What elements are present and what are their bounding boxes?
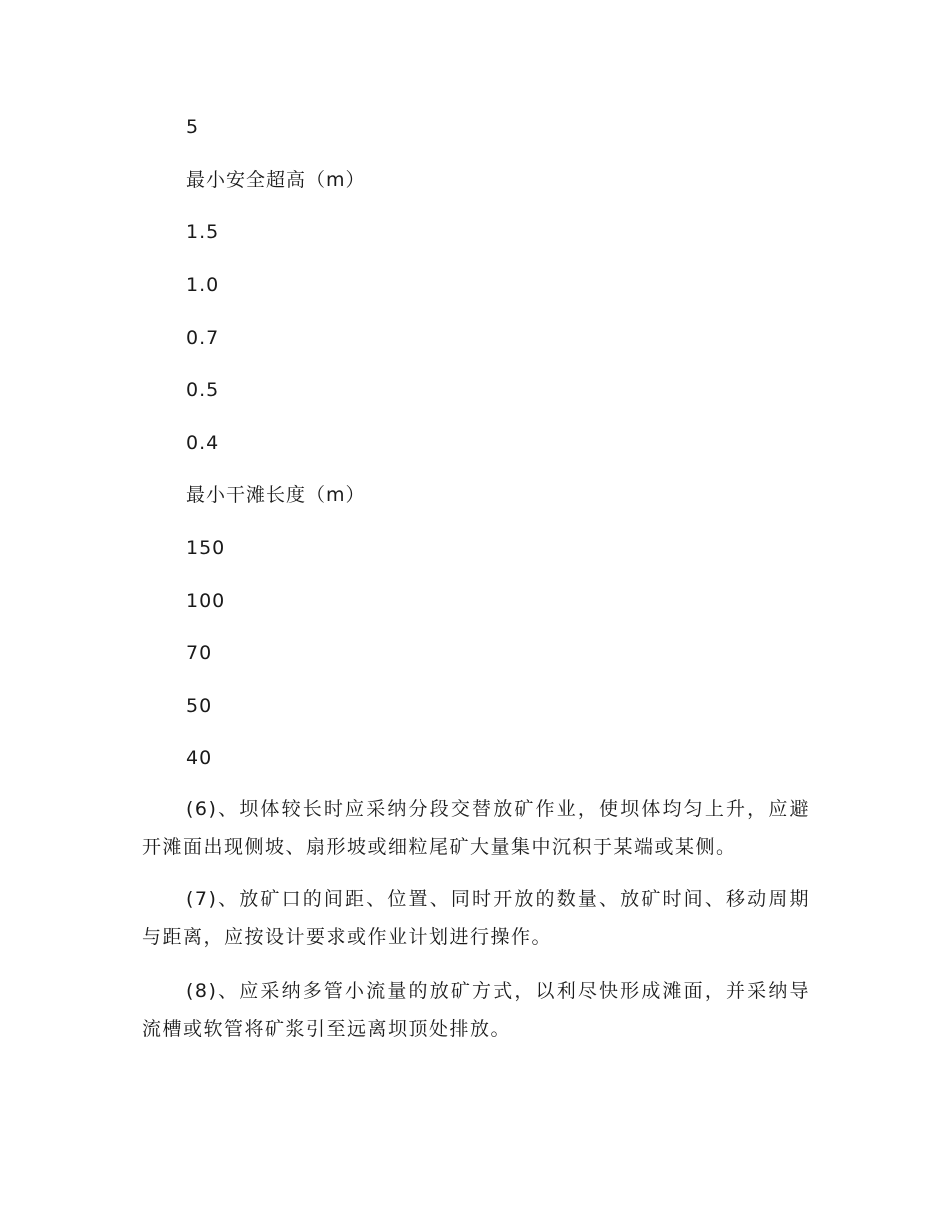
value-line: 0.5: [186, 379, 220, 401]
label-min-dry-beach-length: 最小干滩长度（m）: [186, 484, 366, 506]
value-line: 1.5: [186, 221, 220, 243]
value-line: 0.7: [186, 327, 220, 349]
value-line: 5: [186, 116, 200, 138]
value-line: 50: [186, 695, 213, 717]
label-min-safety-freeboard: 最小安全超高（m）: [186, 169, 366, 191]
value-line: 70: [186, 642, 213, 664]
value-line: 150: [186, 537, 226, 559]
value-line: 40: [186, 747, 213, 769]
value-line: 1.0: [186, 274, 220, 296]
paragraph-6: (6)、坝体较长时应采纳分段交替放矿作业，使坝体均匀上升，应避开滩面出现侧坡、扇形坡或细粒尾矿大量集中沉积于某端或某侧。: [142, 798, 810, 858]
paragraph-7: (7)、放矿口的间距、位置、同时开放的数量、放矿时间、移动周期与距离，应按设计要求或作业计划进行操作。: [142, 888, 810, 948]
paragraph-8: (8)、应采纳多管小流量的放矿方式，以利尽快形成滩面，并采纳导流槽或软管将矿浆引至远离坝顶处排放。: [142, 980, 810, 1040]
value-line: 100: [186, 590, 226, 612]
value-line: 0.4: [186, 432, 220, 454]
